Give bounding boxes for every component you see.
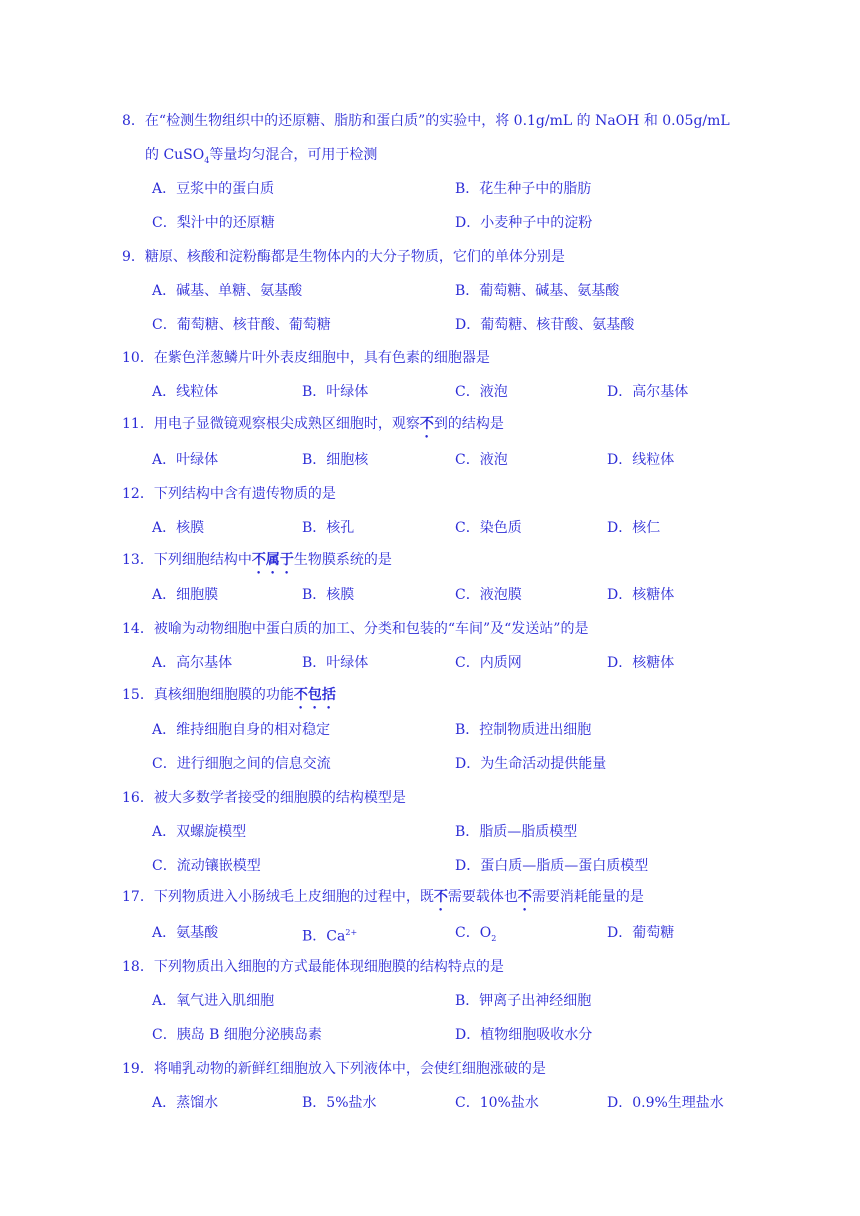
q15-option-d[interactable]: D．为生命活动提供能量 <box>455 756 607 772</box>
q11-option-b[interactable]: B．细胞核 <box>302 452 369 468</box>
question-8-stem: 8．在“检测生物组织中的还原糖、脂肪和蛋白质”的实验中，将 0.1g/mL 的 NaOH 和 0.05g/mL <box>122 113 730 129</box>
q15-option-a[interactable]: A．维持细胞自身的相对稳定 <box>152 722 331 738</box>
q8-option-a[interactable]: A．豆浆中的蛋白质 <box>152 181 275 197</box>
q10-option-b[interactable]: B．叶绿体 <box>302 384 369 400</box>
emphasis-not-include: 不包括 <box>293 687 336 703</box>
q17-option-a[interactable]: A．氨基酸 <box>152 925 219 941</box>
question-14-stem: 14．被喻为动物细胞中蛋白质的加工、分类和包装的“车间”及“发送站”的是 <box>122 621 589 637</box>
q13-option-a[interactable]: A．细胞膜 <box>152 587 219 603</box>
q9-option-d[interactable]: D．葡萄糖、核苷酸、氨基酸 <box>455 317 635 333</box>
question-10-stem: 10．在紫色洋葱鳞片叶外表皮细胞中，具有色素的细胞器是 <box>122 350 490 366</box>
q13-option-b[interactable]: B．核膜 <box>302 587 355 603</box>
q10-option-d[interactable]: D．高尔基体 <box>607 384 689 400</box>
question-9-stem: 9．糖原、核酸和淀粉酶都是生物体内的大分子物质，它们的单体分别是 <box>122 249 565 265</box>
q9-option-c[interactable]: C．葡萄糖、核苷酸、葡萄糖 <box>152 317 331 333</box>
q17-option-c[interactable]: C．$O_2$ <box>455 925 497 943</box>
emphasis-not-belong: 不属于 <box>251 552 294 568</box>
q13-option-d[interactable]: D．核糖体 <box>607 587 675 603</box>
emphasis-not-1: 不 <box>433 889 448 905</box>
q15-option-c[interactable]: C．进行细胞之间的信息交流 <box>152 756 331 772</box>
q12-option-d[interactable]: D．核仁 <box>607 520 661 536</box>
question-19-stem: 19．将哺乳动物的新鲜红细胞放入下列液体中，会使红细胞涨破的是 <box>122 1061 546 1077</box>
q9-option-a[interactable]: A．碱基、单糖、氨基酸 <box>152 283 303 299</box>
q10-option-c[interactable]: C．液泡 <box>455 384 508 400</box>
q8-option-b[interactable]: B．花生种子中的脂肪 <box>455 181 592 197</box>
q9-option-b[interactable]: B．葡萄糖、碱基、氨基酸 <box>455 283 620 299</box>
q16-option-d[interactable]: D．蛋白质—脂质—蛋白质模型 <box>455 858 649 874</box>
emphasis-not: 不 <box>419 416 434 432</box>
q14-option-b[interactable]: B．叶绿体 <box>302 655 369 671</box>
q11-option-d[interactable]: D．线粒体 <box>607 452 675 468</box>
question-18-stem: 18．下列物质出入细胞的方式最能体现细胞膜的结构特点的是 <box>122 959 504 975</box>
q8-option-c[interactable]: C．梨汁中的还原糖 <box>152 215 275 231</box>
q11-option-c[interactable]: C．液泡 <box>455 452 508 468</box>
q18-option-b[interactable]: B．钾离子出神经细胞 <box>455 993 592 1009</box>
q16-option-a[interactable]: A．双螺旋模型 <box>152 824 247 840</box>
q10-option-a[interactable]: A．线粒体 <box>152 384 219 400</box>
q11-option-a[interactable]: A．叶绿体 <box>152 452 219 468</box>
q19-option-d[interactable]: D．0.9%生理盐水 <box>607 1095 724 1111</box>
question-12-stem: 12．下列结构中含有遗传物质的是 <box>122 486 336 502</box>
q18-option-c[interactable]: C．胰岛 B 细胞分泌胰岛素 <box>152 1027 322 1043</box>
q18-option-a[interactable]: A．氧气进入肌细胞 <box>152 993 275 1009</box>
q16-option-b[interactable]: B．脂质—脂质模型 <box>455 824 578 840</box>
q19-option-b[interactable]: B．5%盐水 <box>302 1095 377 1111</box>
emphasis-not-2: 不 <box>517 889 532 905</box>
question-15-stem: 15．真核细胞细胞膜的功能不包括 <box>122 687 336 703</box>
question-16-stem: 16．被大多数学者接受的细胞膜的结构模型是 <box>122 790 406 806</box>
q12-option-c[interactable]: C．染色质 <box>455 520 522 536</box>
question-8-stem-line2: 的 CuSO$_4$等量均匀混合，可用于检测 <box>145 147 378 165</box>
q14-option-d[interactable]: D．核糖体 <box>607 655 675 671</box>
q13-option-c[interactable]: C．液泡膜 <box>455 587 522 603</box>
q12-option-a[interactable]: A．核膜 <box>152 520 205 536</box>
q12-option-b[interactable]: B．核孔 <box>302 520 355 536</box>
q17-option-d[interactable]: D．葡萄糖 <box>607 925 675 941</box>
q19-option-c[interactable]: C．10%盐水 <box>455 1095 539 1111</box>
q8-option-d[interactable]: D．小麦种子中的淀粉 <box>455 215 593 231</box>
q16-option-c[interactable]: C．流动镶嵌模型 <box>152 858 261 874</box>
q14-option-a[interactable]: A．高尔基体 <box>152 655 233 671</box>
question-13-stem: 13．下列细胞结构中不属于生物膜系统的是 <box>122 552 392 568</box>
question-17-stem: 17．下列物质进入小肠绒毛上皮细胞的过程中，既不需要载体也不需要消耗能量的是 <box>122 889 644 905</box>
q15-option-b[interactable]: B．控制物质进出细胞 <box>455 722 592 738</box>
question-11-stem: 11．用电子显微镜观察根尖成熟区细胞时，观察不到的结构是 <box>122 416 504 432</box>
q18-option-d[interactable]: D．植物细胞吸收水分 <box>455 1027 593 1043</box>
q17-option-b[interactable]: B．$Ca^{2+}$ <box>302 928 358 945</box>
q19-option-a[interactable]: A．蒸馏水 <box>152 1095 219 1111</box>
q14-option-c[interactable]: C．内质网 <box>455 655 522 671</box>
